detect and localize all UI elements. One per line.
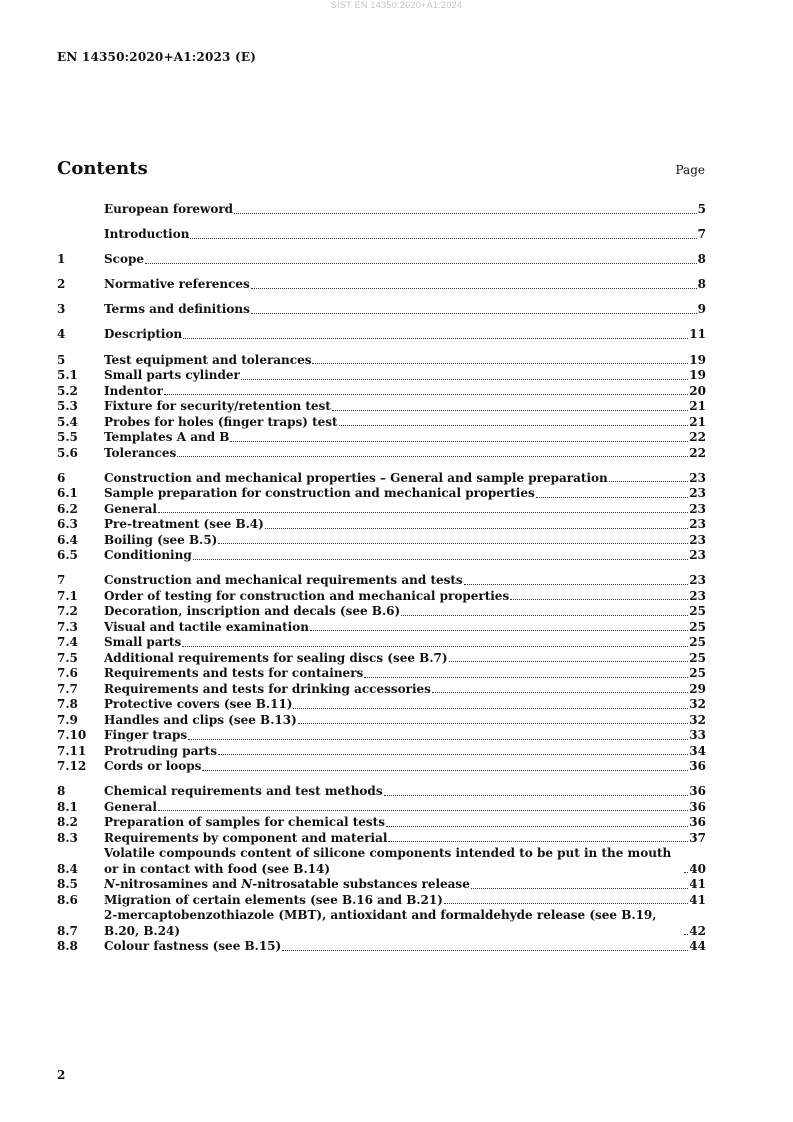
toc-entry[interactable] — [57, 368, 706, 384]
toc-entry-number: 8.1 — [57, 799, 78, 814]
toc-entry-page: 41 — [689, 877, 706, 892]
toc-entry-title: Small parts cylinder — [104, 368, 240, 383]
toc-entry-title: Normative references — [104, 277, 250, 292]
toc-entry-title: Fixture for security/retention test — [104, 399, 331, 414]
toc-leader-dots — [386, 825, 688, 827]
toc-entry-number: 7.3 — [57, 619, 78, 634]
toc-entry-number: 6.2 — [57, 501, 78, 516]
toc-entry-title: European foreword — [104, 202, 234, 216]
toc-entry[interactable] — [57, 759, 706, 775]
toc-entry-number: 5.2 — [57, 383, 78, 398]
toc-entry-page: 23 — [689, 588, 706, 603]
toc-entry-number: 1 — [57, 252, 66, 267]
toc-entry[interactable] — [57, 302, 706, 318]
toc-entry-page: 25 — [689, 619, 706, 634]
toc-entry[interactable] — [57, 635, 706, 651]
toc-entry-page: 23 — [689, 532, 706, 547]
toc-entry[interactable] — [57, 589, 706, 605]
toc-entry[interactable] — [57, 471, 706, 487]
toc-entry[interactable] — [57, 666, 706, 682]
toc-entry-title: Scope — [104, 252, 145, 267]
toc-entry-title: N-nitrosamines and N-nitrosatable substances release — [104, 877, 470, 892]
toc-entry-title: Migration of certain elements (see B.16 and B.21) — [104, 892, 443, 907]
toc-entry-number: 5.5 — [57, 430, 78, 445]
toc-leader-dots — [251, 287, 697, 289]
toc-entry-title: Construction and mechanical requirements and tests — [104, 573, 463, 588]
toc-entry-title: Requirements and tests for containers — [104, 666, 364, 681]
toc-entry-page: 42 — [689, 923, 706, 938]
toc-entry-title: Tolerances — [104, 445, 177, 460]
toc-leader-dots — [444, 902, 688, 904]
toc-entry-title: Sample preparation for construction and mechanical properties — [104, 486, 535, 501]
toc-entry-number: 5.1 — [57, 368, 78, 383]
toc-entry[interactable] — [57, 252, 706, 268]
toc-entry[interactable] — [57, 893, 706, 909]
toc-entry-number: 5.6 — [57, 445, 78, 460]
page-column-label: Page — [675, 163, 705, 177]
toc-entry-title: Handles and clips (see B.13) — [104, 712, 297, 727]
toc-entry-title: Visual and tactile examination — [104, 619, 309, 634]
toc-entry-title: Small parts — [104, 635, 182, 650]
toc-entry-title: Chemical requirements and test methods — [104, 784, 383, 799]
toc-entry[interactable] — [57, 327, 706, 343]
toc-entry-title: Description — [104, 327, 183, 342]
toc-entry-number: 8.3 — [57, 830, 78, 845]
toc-leader-dots — [164, 393, 688, 395]
toc-leader-dots — [265, 527, 689, 529]
document-identifier: EN 14350:2020+A1:2023 (E) — [57, 50, 257, 64]
toc-entry-title: Protective covers (see B.11) — [104, 697, 293, 712]
toc-leader-dots — [339, 424, 689, 426]
toc-entry-title: Preparation of samples for chemical tests — [104, 815, 385, 830]
toc-entry-page: 23 — [689, 486, 706, 501]
toc-entry[interactable] — [57, 353, 706, 369]
toc-entry-page: 21 — [689, 414, 706, 429]
toc-entry-page: 29 — [689, 681, 706, 696]
toc-entry-number: 7.8 — [57, 697, 78, 712]
toc-entry[interactable] — [57, 682, 706, 698]
toc-entry-page: 23 — [689, 470, 706, 485]
toc-entry[interactable] — [57, 728, 706, 744]
toc-entry-number: 7.4 — [57, 635, 78, 650]
toc-leader-dots — [177, 455, 688, 457]
toc-entry-number: 7 — [57, 573, 66, 588]
toc-entry-title: Requirements and tests for drinking accessories — [104, 681, 431, 696]
toc-leader-dots — [312, 362, 688, 364]
toc-entry-number: 3 — [57, 302, 66, 317]
toc-entry-page: 20 — [689, 383, 706, 398]
toc-entry-title: Conditioning — [104, 548, 192, 563]
toc-leader-dots — [218, 753, 688, 755]
toc-leader-dots — [364, 676, 688, 678]
toc-entry-page: 25 — [689, 604, 706, 619]
toc-entry-page: 40 — [689, 861, 706, 876]
toc-entry-page: 8 — [697, 277, 706, 292]
toc-entry-page: 33 — [689, 728, 706, 743]
toc-leader-dots — [310, 629, 688, 631]
toc-entry-page: 34 — [689, 743, 706, 758]
toc-entry[interactable] — [57, 713, 706, 729]
toc-entry-page: 9 — [697, 302, 706, 317]
toc-entry-title: Decoration, inscription and decals (see B.6) — [104, 604, 401, 619]
toc-entry[interactable] — [57, 744, 706, 760]
toc-entry-number: 8.4 — [57, 861, 78, 876]
toc-leader-dots — [293, 707, 688, 709]
toc-entry-number: 7.5 — [57, 650, 78, 665]
contents-heading: Contents — [57, 158, 148, 179]
toc-entry-page: 22 — [689, 445, 706, 460]
watermark: SIST EN 14350:2020+A1:2024 — [330, 0, 463, 10]
toc-entry-title: Pre-treatment (see B.4) — [104, 517, 264, 532]
toc-entry[interactable] — [57, 651, 706, 667]
toc-entry-number: 7.1 — [57, 588, 78, 603]
toc-entry-page: 5 — [697, 202, 706, 216]
toc-leader-dots — [684, 933, 688, 935]
toc-entry-number: 7.11 — [57, 743, 87, 758]
toc-entry[interactable] — [57, 430, 706, 446]
toc-entry-title: Finger traps — [104, 728, 188, 743]
toc-entry[interactable] — [57, 384, 706, 400]
toc-leader-dots — [298, 722, 689, 724]
toc-entry[interactable] — [57, 486, 706, 502]
toc-leader-dots — [145, 262, 697, 264]
toc-entry-page: 23 — [689, 573, 706, 588]
page-number: 2 — [57, 1068, 66, 1082]
toc-entry-title: Cords or loops — [104, 759, 202, 774]
toc-leader-dots — [510, 598, 688, 600]
toc-entry-number: 8.6 — [57, 892, 78, 907]
toc-leader-dots — [158, 511, 688, 513]
toc-entry-number: 8.2 — [57, 815, 78, 830]
toc-entry[interactable] — [57, 548, 706, 564]
toc-entry-page: 7 — [697, 227, 706, 242]
toc-entry-title: Protruding parts — [104, 743, 217, 758]
toc-entry[interactable] — [57, 202, 706, 218]
toc-entry-number: 7.9 — [57, 712, 78, 727]
toc-entry-page: 25 — [689, 666, 706, 681]
toc-entry-page: 41 — [689, 892, 706, 907]
toc-entry-page: 19 — [689, 368, 706, 383]
toc-leader-dots — [230, 440, 688, 442]
toc-entry-title: Colour fastness (see B.15) — [104, 939, 282, 954]
toc-entry-page: 11 — [689, 327, 706, 342]
toc-leader-dots — [684, 871, 688, 873]
toc-entry-page: 8 — [697, 252, 706, 267]
toc-leader-dots — [536, 496, 689, 498]
toc-entry-number: 8 — [57, 784, 66, 799]
toc-leader-dots — [449, 660, 689, 662]
toc-leader-dots — [218, 542, 688, 544]
toc-entry[interactable] — [57, 784, 706, 800]
toc-entry-number: 2 — [57, 277, 66, 292]
toc-entry-title: Indentor — [104, 383, 163, 398]
table-of-contents — [57, 202, 706, 955]
toc-entry-number: 6.1 — [57, 486, 78, 501]
toc-entry-page: 44 — [689, 939, 706, 954]
toc-entry-title: Boiling (see B.5) — [104, 532, 218, 547]
toc-entry[interactable] — [57, 604, 706, 620]
toc-entry-title: Introduction — [104, 227, 190, 242]
toc-entry-page: 19 — [689, 352, 706, 367]
toc-entry[interactable] — [57, 573, 706, 589]
toc-entry[interactable] — [57, 533, 706, 549]
toc-entry-page: 25 — [689, 635, 706, 650]
toc-entry-page: 21 — [689, 399, 706, 414]
toc-entry-number: 6.5 — [57, 548, 78, 563]
toc-entry-number: 7.2 — [57, 604, 78, 619]
toc-leader-dots — [432, 691, 688, 693]
toc-entry-page: 32 — [689, 712, 706, 727]
toc-leader-dots — [182, 645, 688, 647]
toc-entry-number: 6.3 — [57, 517, 78, 532]
toc-leader-dots — [332, 409, 688, 411]
toc-entry-number: 8.7 — [57, 923, 78, 938]
toc-leader-dots — [183, 337, 688, 339]
toc-entry[interactable] — [57, 446, 706, 462]
toc-entry-title: Order of testing for construction and mechanical properties — [104, 588, 510, 603]
toc-entry-number: 7.6 — [57, 666, 78, 681]
toc-leader-dots — [158, 809, 688, 811]
toc-entry-page: 23 — [689, 501, 706, 516]
toc-leader-dots — [384, 794, 689, 796]
toc-entry[interactable] — [57, 831, 706, 847]
toc-leader-dots — [471, 887, 688, 889]
toc-entry-title: Test equipment and tolerances — [104, 352, 312, 367]
toc-entry[interactable] — [57, 620, 706, 636]
toc-entry[interactable] — [57, 277, 706, 293]
toc-entry[interactable] — [57, 415, 706, 431]
toc-leader-dots — [190, 237, 696, 239]
toc-leader-dots — [388, 840, 688, 842]
toc-leader-dots — [193, 558, 689, 560]
toc-entry-number: 6.4 — [57, 532, 78, 547]
toc-entry-number: 8.5 — [57, 877, 78, 892]
toc-entry-title: General — [104, 501, 157, 516]
toc-entry-title: Templates A and B — [104, 430, 230, 445]
toc-entry-title: Volatile compounds content of silicone components intended to be put in the mouth or in contact with food (see B.14) — [104, 846, 672, 876]
toc-entry[interactable] — [57, 815, 706, 831]
toc-leader-dots — [282, 949, 688, 951]
toc-entry-title: Requirements by component and material — [104, 830, 388, 845]
toc-entry[interactable] — [57, 846, 706, 877]
toc-entry[interactable] — [57, 399, 706, 415]
toc-leader-dots — [464, 583, 689, 585]
toc-entry-title: General — [104, 799, 157, 814]
toc-entry[interactable] — [57, 502, 706, 518]
toc-entry-number: 8.8 — [57, 939, 78, 954]
toc-entry-page: 36 — [689, 784, 706, 799]
toc-leader-dots — [241, 378, 688, 380]
toc-entry-page: 32 — [689, 697, 706, 712]
toc-leader-dots — [609, 480, 689, 482]
toc-entry-title: Construction and mechanical properties – General and sample preparation — [104, 470, 608, 485]
toc-entry-number: 4 — [57, 327, 66, 342]
toc-entry-page: 22 — [689, 430, 706, 445]
toc-entry-page: 25 — [689, 650, 706, 665]
toc-entry-number: 7.10 — [57, 728, 87, 743]
toc-entry-page: 23 — [689, 548, 706, 563]
toc-entry[interactable] — [57, 800, 706, 816]
toc-entry-title: Probes for holes (finger traps) test — [104, 414, 338, 429]
toc-entry-number: 5.4 — [57, 414, 78, 429]
toc-leader-dots — [251, 312, 697, 314]
toc-entry-page: 36 — [689, 815, 706, 830]
toc-leader-dots — [234, 212, 697, 214]
toc-entry[interactable] — [57, 939, 706, 955]
toc-entry-title: 2-mercaptobenzothiazole (MBT), antioxidant and formaldehyde release (see B.19, B.20, B.24) — [104, 908, 657, 938]
toc-entry-title: Terms and definitions — [104, 302, 250, 317]
toc-entry[interactable] — [57, 908, 706, 939]
toc-entry-page: 37 — [689, 830, 706, 845]
toc-entry[interactable] — [57, 697, 706, 713]
toc-entry-number: 6 — [57, 470, 66, 485]
toc-entry-number: 7.12 — [57, 759, 87, 774]
toc-leader-dots — [188, 738, 688, 740]
toc-entry-page: 36 — [689, 799, 706, 814]
toc-entry-page: 36 — [689, 759, 706, 774]
toc-entry-number: 7.7 — [57, 681, 78, 696]
toc-entry[interactable] — [57, 517, 706, 533]
toc-leader-dots — [401, 614, 688, 616]
toc-entry[interactable] — [57, 227, 706, 243]
toc-entry-number: 5 — [57, 352, 66, 367]
toc-entry-number: 5.3 — [57, 399, 78, 414]
toc-entry-title: Additional requirements for sealing discs (see B.7) — [104, 650, 448, 665]
toc-entry[interactable] — [57, 877, 706, 893]
toc-leader-dots — [202, 769, 688, 771]
toc-entry-page: 23 — [689, 517, 706, 532]
